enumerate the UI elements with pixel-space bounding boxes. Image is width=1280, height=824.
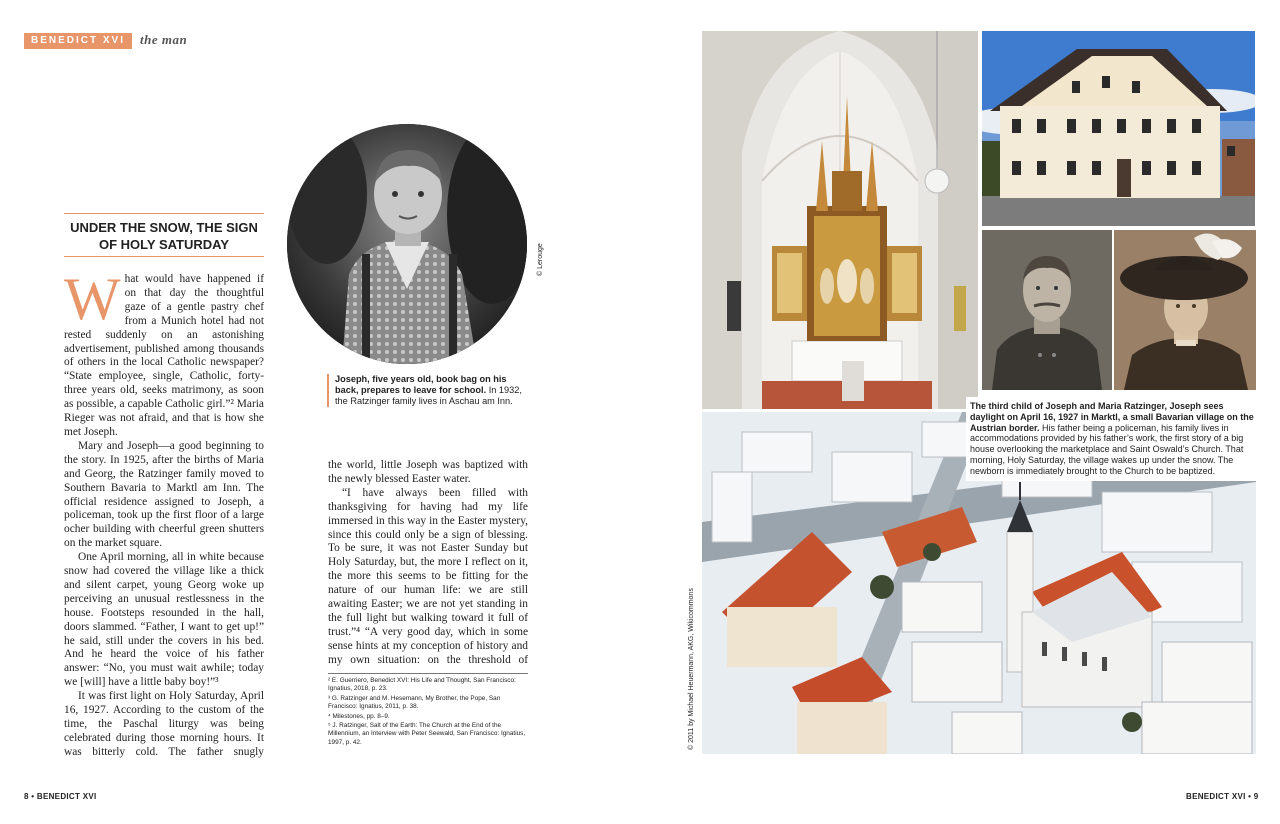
portrait-caption	[327, 374, 527, 407]
photo-caption-bold: The third child of Joseph and Maria Ratzinger, Joseph sees daylight on April 16, 1927 in Marktl, a small Bavarian village on the Austrian border.	[970, 401, 1254, 433]
footnote: ⁴ Milestones, pp. 8–9.	[328, 712, 390, 720]
portrait-credit: © Lerouge	[537, 243, 544, 276]
section-tag: BENEDICT XVI	[24, 33, 132, 49]
page-number-right: BENEDICT XVI • 9	[1186, 792, 1259, 801]
child-portrait-photo	[287, 124, 527, 364]
article-paragraph: Mary and Joseph—a good beginning to the story. In 1925, after the births of Maria and Georg, the Ratzinger family moved to Southern Bavaria to Marktl am Inn. The official residence assigned to Joseph, a policeman, took up the first floor of a large ocher building with cheerful green shutters on the market square.	[64, 439, 264, 550]
photo-credit: © 2011 by Michael Heuermann, AKG, Wikicommons	[688, 588, 695, 750]
article-paragraph	[328, 487, 528, 669]
footnotes	[328, 673, 528, 748]
paragraph-text: “I have always been filled with thanksgiving for having had my life immersed in this way in the Easter mystery, since this could only be a sign of blessing. To be sure, it was not Easter Sunday but Holy Saturday, but, the more I reflect on it, the more this seems to be fitting for the nature of our human life: we are still awaiting Easter; we are not yet standing in the full light but walking toward it full of trust.”⁴ “A very good day, which in some sense hints at my conception of history and my own situation: on the threshold of	[328, 486, 528, 666]
article-column-2	[328, 459, 528, 669]
portrait-caption-bold: Joseph, five years old, book bag on his back, prepares to leave for school.	[335, 374, 507, 395]
drop-cap: W	[64, 273, 121, 332]
article-paragraph: It was first light on Holy Saturday, April 16, 1927. According to the custom of the time, the Paschal liturgy was being celebrated during those morning hours. It was bitterly cold. The father snugly	[64, 690, 264, 758]
article-paragraph: the world, little Joseph was baptized with the newly blessed Easter water.	[328, 459, 528, 485]
birth-house-photo	[982, 31, 1255, 226]
church-altar-photo	[702, 31, 978, 409]
footnote: ⁵ J. Ratzinger, Salt of the Earth: The Church at the End of the Millennium, an Interview with Peter Seewald, San Francisco: Ignatius, 1997, p. 42.	[328, 722, 526, 746]
footnote: ³ G. Ratzinger and M. Hesemann, My Brother, the Pope, San Francisco: Ignatius, 2011, p. 38.	[328, 694, 501, 711]
father-portrait-photo	[982, 230, 1112, 390]
article-paragraph: One April morning, all in white because snow had covered the village like a thick and silent carpet, young Georg woke up perceiving an unusual restlessness in the house. Footsteps resounded in the hall, doors slammed. “Father, I want to get up!” he said, still under the covers in his bed. And he heard the voice of his father answer: “No, you must wait awhile; today we [will] have a little baby boy!”³	[64, 551, 264, 689]
photo-caption-rest: His father being a policeman, his family lives in accommodations provided by his father’s work, the first story of a big house overlooking the marketplace and Saint Oswald’s Church. That morning, Holy Saturday, the village wakes up under the snow. The newborn is immediately brought to the Church to be baptized.	[970, 422, 1244, 476]
article-paragraph	[64, 273, 264, 440]
portrait-caption-rest: In 1932, the Ratzinger family lives in Aschau am Inn.	[335, 385, 522, 406]
page-number-left: 8 • BENEDICT XVI	[24, 792, 97, 801]
mother-portrait-photo	[1114, 230, 1256, 390]
paragraph-text: hat would have happened if on that day the thoughtful gaze of a gentle pastry chef from a Munich hotel had not rested suddenly on an astonishing advertisement, published among thousands of others in the local Catholic newspaper? “State employee, single, Catholic, forty-three years old, seeks matrimony, as soon as possible, a capable Catholic girl.”² Maria Rieger was not afraid, and that is how she met Joseph.	[64, 273, 264, 438]
end-mark-icon	[503, 668, 513, 669]
section-heading: UNDER THE SNOW, THE SIGN OF HOLY SATURDAY	[64, 213, 264, 257]
article-column-1	[64, 273, 264, 758]
footnote: ² E. Guerriero, Benedict XVI: His Life and Thought, San Francisco: Ignatius, 2018, p. 23.	[328, 677, 516, 693]
section-subtitle: the man	[140, 32, 188, 47]
photo-caption	[966, 397, 1263, 481]
